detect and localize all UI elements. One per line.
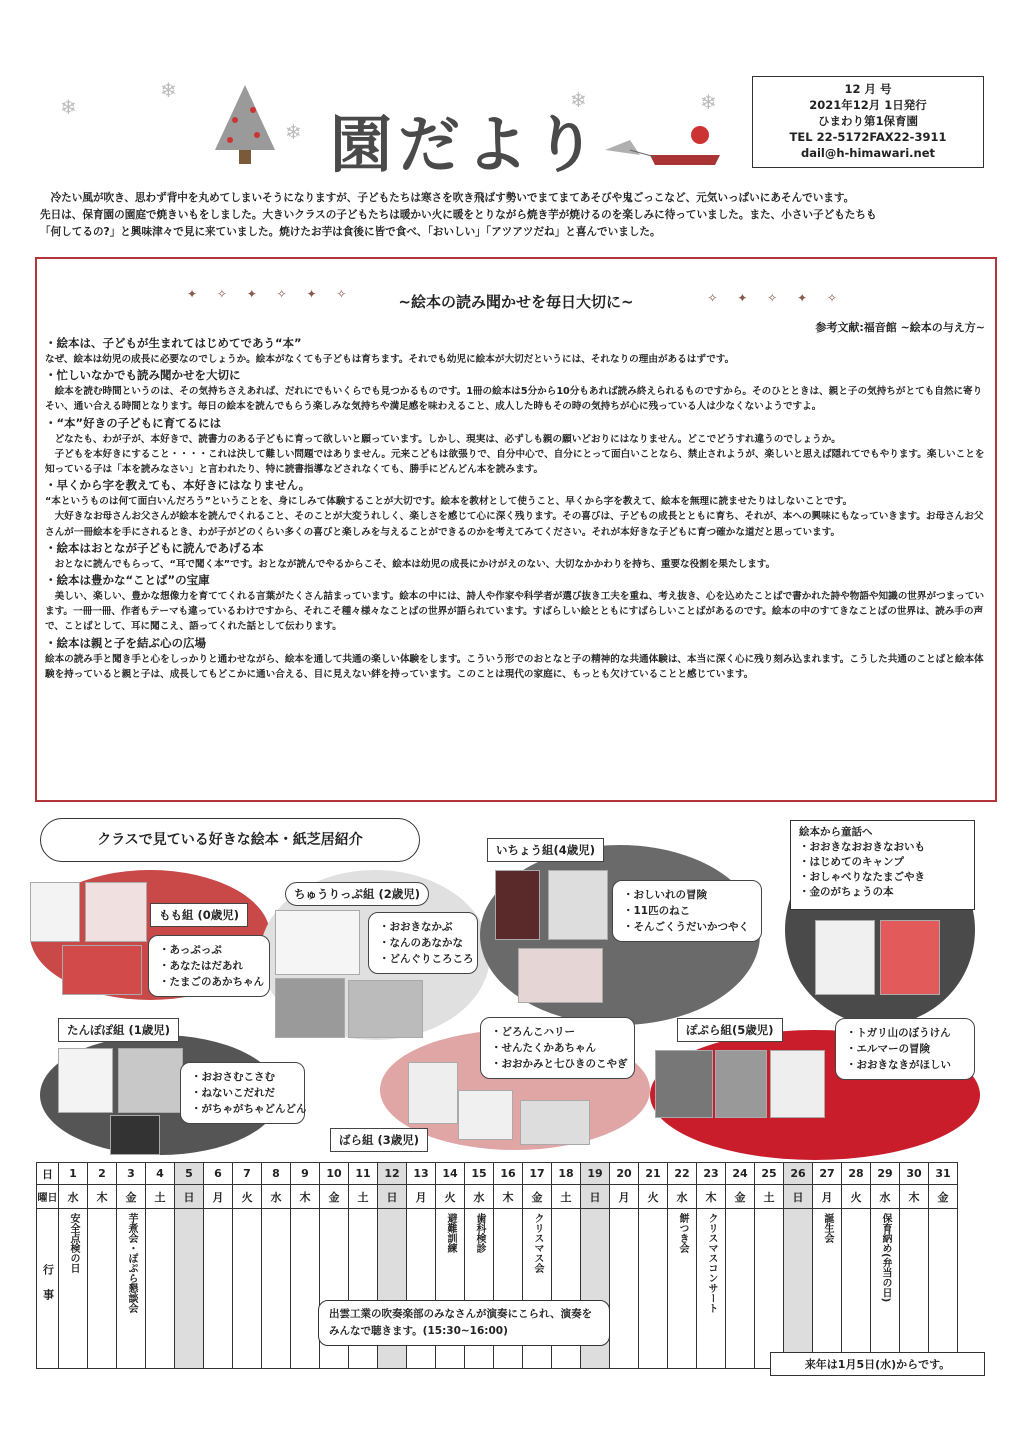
classes-section-title: クラスで見ている好きな絵本・紙芝居紹介 <box>40 818 420 862</box>
article-heading: ・絵本は豊かな“ことば”の宝庫 <box>45 573 210 588</box>
calendar-day: 9 <box>291 1163 320 1185</box>
calendar-day: 14 <box>436 1163 465 1185</box>
row-label-weekday: 曜日 <box>37 1185 59 1209</box>
calendar-event-cell <box>204 1209 233 1369</box>
calendar-day: 6 <box>204 1163 233 1185</box>
list-item: ・どんぐりころころ <box>379 953 474 965</box>
list-item: ・エルマーの冒険 <box>846 1043 930 1055</box>
email: dail@h-himawari.net <box>800 146 936 160</box>
list-item: ・あなたはだあれ <box>159 960 243 972</box>
calendar-weekday: 金 <box>929 1185 958 1209</box>
page-title: 園だより <box>330 108 603 181</box>
book-cover <box>30 882 80 942</box>
calendar-weekday: 金 <box>726 1185 755 1209</box>
list-item: ・11匹のねこ <box>623 905 691 917</box>
calendar-weekday: 日 <box>581 1185 610 1209</box>
list-item: ・なんのあなかな <box>379 937 463 949</box>
book-cover <box>275 910 360 975</box>
book-cover <box>518 948 603 1003</box>
calendar-event: 安全点検の日 <box>68 1213 79 1273</box>
calendar-weekday: 金 <box>320 1185 349 1209</box>
book-cover <box>880 920 940 995</box>
calendar-weekday: 土 <box>349 1185 378 1209</box>
class-label-icho: いちょう組(4歳児) <box>487 838 604 862</box>
calendar-weekday: 木 <box>697 1185 726 1209</box>
class-label-momo: もも組 (0歳児) <box>150 903 248 927</box>
calendar-event-cell <box>900 1209 929 1369</box>
calendar-event: 避難訓練 <box>445 1213 456 1253</box>
calendar-event-cell <box>755 1209 784 1369</box>
book-cover <box>548 870 608 940</box>
row-label-event: 行事 <box>41 1264 55 1314</box>
stars-decoration: ✧ ✦ ✧ ✦ ✧ <box>707 291 845 305</box>
calendar-day: 27 <box>813 1163 842 1185</box>
list-item: ・がちゃがちゃどんどん <box>191 1103 307 1115</box>
list-item: ・おおかみと七ひきのこやぎ <box>491 1058 628 1070</box>
article-heading: ・“本”好きの子どもに育てるには <box>45 415 222 430</box>
book-cover <box>408 1062 458 1124</box>
list-item: ・どろんこハリー <box>491 1026 575 1038</box>
calendar-weekday: 木 <box>88 1185 117 1209</box>
book-cover <box>275 978 345 1038</box>
book-cover <box>110 1115 160 1155</box>
article-paragraph: 大好きなお母さんお父さんが絵本を読んでくれること、そのことが大変うれしく、楽しさを感じて心に深く残ります。その喜びは、子どもの成長とともに育ち、それが、本への興味にもなっていきます。お母さんお父さんが一冊絵本を手にされるとき、わが子がどのくらい多くの喜びと楽しみを与えることができるのかを考えてみてください。それが本好きな子どもに育つ確かな道だと思っています。 <box>45 511 984 538</box>
calendar-weekday: 月 <box>407 1185 436 1209</box>
class-label-tulip: ちゅうりっぷ組 (2歳児) <box>285 882 429 906</box>
calendar-day: 15 <box>465 1163 494 1185</box>
christmas-tree-icon <box>205 80 285 170</box>
calendar-event-cell <box>291 1209 320 1369</box>
book-cover <box>85 882 147 942</box>
article-title: ~絵本の読み聞かせを毎日大切に~ <box>398 293 634 311</box>
list-item: ・おしゃべりなたまごやき <box>799 871 925 883</box>
book-list-popura <box>835 1018 975 1080</box>
article-paragraph: どなたも、わが子が、本好きで、読書力のある子どもに育って欲しいと願っています。しかし、現実は、必ずしも親の願いどおりにはなりません。どこでどうすれ違うのでしょうか。 <box>54 433 841 445</box>
calendar-event-cell <box>929 1209 958 1369</box>
book-cover <box>58 1048 113 1113</box>
issue-date: 2021年12月 1日発行 <box>809 98 927 112</box>
book-cover <box>118 1048 183 1113</box>
calendar-weekday: 水 <box>871 1185 900 1209</box>
article-paragraph: 子どもを本好きにすること・・・・これは決して難しい問題ではありません。元来こどもは欲張りで、自分中心で、自分にとって面白いことなら、禁止されようが、楽しいと思えば隠れてでもやります。楽しいことを知っている子は「本を読みなさい」と言われたり、特に読書指導などされなくても、勝手にどんどん本を読みます。 <box>45 448 985 476</box>
snowflake-icon: ❄ <box>285 120 302 144</box>
douwa-box <box>790 820 975 910</box>
book-cover <box>520 1100 590 1145</box>
article-paragraph: おとなに読んでもらって、“耳で聞く本”です。おとなが読んでやるからこそ、絵本は幼児の成長にかけがえのない、大切なかかわりを持ち、重要な役割を果たします。 <box>54 558 776 570</box>
calendar-event-cell <box>146 1209 175 1369</box>
calendar-event: 誕生会 <box>822 1213 833 1243</box>
calendar-day: 2 <box>88 1163 117 1185</box>
list-item: ・おおさむこさむ <box>191 1071 275 1083</box>
calendar-day: 4 <box>146 1163 175 1185</box>
book-cover <box>715 1050 767 1118</box>
calendar-day: 3 <box>117 1163 146 1185</box>
intro-line: 「何してるの?」と興味津々で見に来ていました。焼けたお芋は食後に皆で食べ、「おいしい」「アツアツだね」と喜んでいました。 <box>40 226 661 238</box>
calendar-day: 7 <box>233 1163 262 1185</box>
calendar-weekday: 土 <box>552 1185 581 1209</box>
intro-line: 冷たい風が吹き、思わず背中を丸めてしまいそうになりますが、子どもたちは寒さを吹き飛ばす勢いでまてまてあそびや鬼ごっこなど、元気いっぱいにあそんでいます。 <box>50 192 855 204</box>
phone-fax: TEL 22-5172FAX22-3911 <box>789 130 947 144</box>
calendar-weekday: 金 <box>523 1185 552 1209</box>
calendar-event: 芋煮会・ぽぷら懇談会 <box>126 1213 137 1313</box>
calendar-day: 29 <box>871 1163 900 1185</box>
calendar-weekday: 水 <box>465 1185 494 1209</box>
snowflake-icon: ❄ <box>570 88 587 112</box>
calendar-day: 17 <box>523 1163 552 1185</box>
calendar-weekday: 日 <box>378 1185 407 1209</box>
calendar-weekday: 日 <box>175 1185 204 1209</box>
calendar-weekday: 火 <box>436 1185 465 1209</box>
calendar-day: 11 <box>349 1163 378 1185</box>
calendar-day: 1 <box>59 1163 88 1185</box>
calendar-day: 10 <box>320 1163 349 1185</box>
calendar-weekday: 木 <box>494 1185 523 1209</box>
calendar-day: 21 <box>639 1163 668 1185</box>
snowflake-icon: ❄ <box>700 90 717 114</box>
calendar-weekday: 火 <box>233 1185 262 1209</box>
list-item: ・トガリ山のぼうけん <box>846 1027 951 1039</box>
calendar-event-cell <box>726 1209 755 1369</box>
article-paragraph: 絵本の読み手と聞き手と心をしっかりと通わせながら、絵本を通して共通の楽しい体験をします。こういう形でのおとなと子の精神的な共通体験は、本当に深く心に残り刻み込まれます。こうした共通のことばと絵本体験を持っていると親と子は、成長してもどこかに通い合える、目に見えない絆を持っています。このことは現代の家庭に、もっとも欠けていることと感じています。 <box>45 653 984 680</box>
issue-label: 12 月 号 <box>844 82 892 96</box>
book-list-icho <box>612 880 762 942</box>
calendar-weekday: 水 <box>262 1185 291 1209</box>
class-label-tanpopo: たんぽぽ組 (1歳児) <box>58 1018 179 1042</box>
article-paragraph: なぜ、絵本は幼児の成長に必要なのでしょうか。絵本がなくても子どもは育ちます。それでも幼児に絵本が大切だというには、それなりの理由があるはずです。 <box>45 354 735 365</box>
next-year-note: 来年は1月5日(水)からです。 <box>770 1352 985 1376</box>
calendar-event-cell <box>88 1209 117 1369</box>
calendar-weekday: 木 <box>900 1185 929 1209</box>
calendar-event: クリスマスコンサート <box>706 1213 717 1313</box>
org-name: ひまわり第1保育園 <box>817 114 918 128</box>
calendar-weekday: 火 <box>842 1185 871 1209</box>
calendar-day: 19 <box>581 1163 610 1185</box>
calendar-day: 26 <box>784 1163 813 1185</box>
calendar-day: 30 <box>900 1163 929 1185</box>
class-label-bara: ばら組 (3歳児) <box>330 1128 428 1152</box>
article-paragraph: “本というものは何て面白いんだろう”ということを、身にしみて体験することが大切です。絵本を教材として使うこと、早くから字を教えて、絵本を無理に読ませたりはしないことです。 <box>45 496 853 508</box>
list-item: ・はじめてのキャンプ <box>799 856 904 868</box>
reference: 参考文献:福音館 ~絵本の与え方~ <box>815 321 985 334</box>
calendar-weekday: 木 <box>291 1185 320 1209</box>
calendar-event-cell <box>668 1209 697 1369</box>
snowflake-icon: ❄ <box>160 78 177 102</box>
article-box <box>35 257 997 802</box>
article-heading: ・絵本はおとなが子どもに読んであげる本 <box>45 540 264 555</box>
calendar-event-cell <box>784 1209 813 1369</box>
calendar-event-cell <box>610 1209 639 1369</box>
calendar-day: 16 <box>494 1163 523 1185</box>
list-item: ・金のがちょうの本 <box>799 886 894 898</box>
article-body <box>45 335 989 682</box>
issue-info-box <box>752 76 984 168</box>
calendar-weekday: 月 <box>610 1185 639 1209</box>
book-cover <box>458 1090 513 1140</box>
calendar-event: 歯科検診 <box>474 1213 485 1253</box>
intro-text <box>40 190 980 241</box>
calendar-day: 24 <box>726 1163 755 1185</box>
calendar-day: 31 <box>929 1163 958 1185</box>
calendar-day: 20 <box>610 1163 639 1185</box>
calendar-weekday: 月 <box>204 1185 233 1209</box>
calendar-event-cell <box>59 1209 88 1369</box>
article-paragraph: 美しい、楽しい、豊かな想像力を育ててくれる言葉がたくさん詰まっています。絵本の中には、詩人や作家や科学者が選び抜き工夫を重ね、考え抜き、心を込めたことばで書かれた詩や物語や知識の世界がつまっています。一冊一冊、作者もテーマも違っているわけですから、それこそ種々様々なことばの世界が語られています。すばらしい絵とともにすばらしいことばがあるのです。絵本の中のすてきなことばの世界は、読み手の声で、ことばとして、耳に聞こえ、語ってくれた話として伝わります。 <box>45 591 985 633</box>
book-list-bara <box>480 1017 635 1079</box>
row-label-day: 日 <box>37 1163 59 1185</box>
calendar-weekday: 水 <box>59 1185 88 1209</box>
book-list-momo <box>148 935 270 997</box>
calendar-weekday: 水 <box>668 1185 697 1209</box>
list-item: ・ねないこだれだ <box>191 1087 275 1099</box>
calendar-day: 18 <box>552 1163 581 1185</box>
calendar-event-cell <box>813 1209 842 1369</box>
book-cover <box>62 945 142 995</box>
list-item: ・おおきなかぶ <box>379 921 453 933</box>
list-item: ・おおきなおおきなおいも <box>799 841 925 853</box>
calendar-event-cell <box>233 1209 262 1369</box>
list-item: ・おおきなきがほしい <box>846 1059 951 1071</box>
calendar-event-cell <box>842 1209 871 1369</box>
santa-sleigh-icon <box>600 115 730 175</box>
calendar-day: 22 <box>668 1163 697 1185</box>
book-cover <box>655 1050 713 1118</box>
calendar-day: 8 <box>262 1163 291 1185</box>
calendar-weekday: 土 <box>146 1185 175 1209</box>
calendar-day: 28 <box>842 1163 871 1185</box>
book-list-tulip <box>368 912 478 974</box>
article-heading: ・早くから字を教えても、本好きにはなりません。 <box>45 478 311 493</box>
list-item: ・せんたくかあちゃん <box>491 1042 596 1054</box>
calendar-event: 餅つき会 <box>677 1213 688 1253</box>
list-item: ・たまごのあかちゃん <box>159 976 264 988</box>
article-heading: ・絵本は、子どもが生まれてはじめてであう“本” <box>45 336 302 350</box>
calendar-day: 25 <box>755 1163 784 1185</box>
intro-line: 先日は、保育園の園庭で焼きいもをしました。大きいクラスの子どもたちは暖かい火に暖をとりながら焼き芋が焼けるのを楽しみに待っていました。また、小さい子どもたちも <box>40 209 877 221</box>
article-paragraph: 絵本を読む時間というのは、その気持ちさえあれば、だれにでもいくらでも見つかるものです。1冊の絵本は5分から10分もあれば読み終えられるものですから。そのひとときは、親と子の気持ちがとても自然に寄りそい、通い合える時間となります。毎日の絵本を読んでもらう楽しみな気持ちや満足感を味わえること、成人した時もその時の気持ちが心に残っている人は少なくないようですよ。 <box>45 386 983 413</box>
calendar-day: 12 <box>378 1163 407 1185</box>
concert-note: 出雲工業の吹奏楽部のみなさんが演奏にこられ、演奏をみんなで聴きます。(15:30~16:00) <box>318 1300 610 1346</box>
article-heading: ・絵本は親と子を結ぶ心の広場 <box>45 635 206 650</box>
douwa-title: 絵本から童話へ <box>799 826 873 838</box>
calendar-weekday: 土 <box>755 1185 784 1209</box>
calendar-event-cell <box>697 1209 726 1369</box>
calendar-weekday: 日 <box>784 1185 813 1209</box>
book-cover <box>770 1050 825 1118</box>
calendar-day: 5 <box>175 1163 204 1185</box>
book-cover <box>495 870 540 940</box>
list-item: ・おしいれの冒険 <box>623 889 707 901</box>
stars-decoration: ✦ ✧ ✦ ✧ ✦ ✧ <box>187 287 355 301</box>
calendar-event-cell <box>871 1209 900 1369</box>
list-item: ・そんごくうだいかつやく <box>623 921 749 933</box>
snowflake-icon: ❄ <box>60 95 77 119</box>
calendar-event-cell <box>639 1209 668 1369</box>
calendar-event: クリスマス会 <box>532 1213 543 1273</box>
calendar-weekday: 金 <box>117 1185 146 1209</box>
calendar-event-cell <box>117 1209 146 1369</box>
calendar-event-cell <box>262 1209 291 1369</box>
class-label-popura: ぽぷら組(5歳児) <box>677 1018 783 1042</box>
list-item: ・あっぷっぷ <box>159 944 222 956</box>
calendar-day: 23 <box>697 1163 726 1185</box>
article-heading: ・忙しいなかでも読み聞かせを大切に <box>45 368 241 383</box>
calendar-day: 13 <box>407 1163 436 1185</box>
calendar-weekday: 月 <box>813 1185 842 1209</box>
calendar-weekday: 火 <box>639 1185 668 1209</box>
book-cover <box>348 980 423 1038</box>
book-cover <box>815 920 875 995</box>
calendar-event-cell <box>175 1209 204 1369</box>
calendar-event: 保育納め(弁当の日) <box>880 1213 891 1303</box>
book-list-tanpopo <box>180 1062 305 1124</box>
